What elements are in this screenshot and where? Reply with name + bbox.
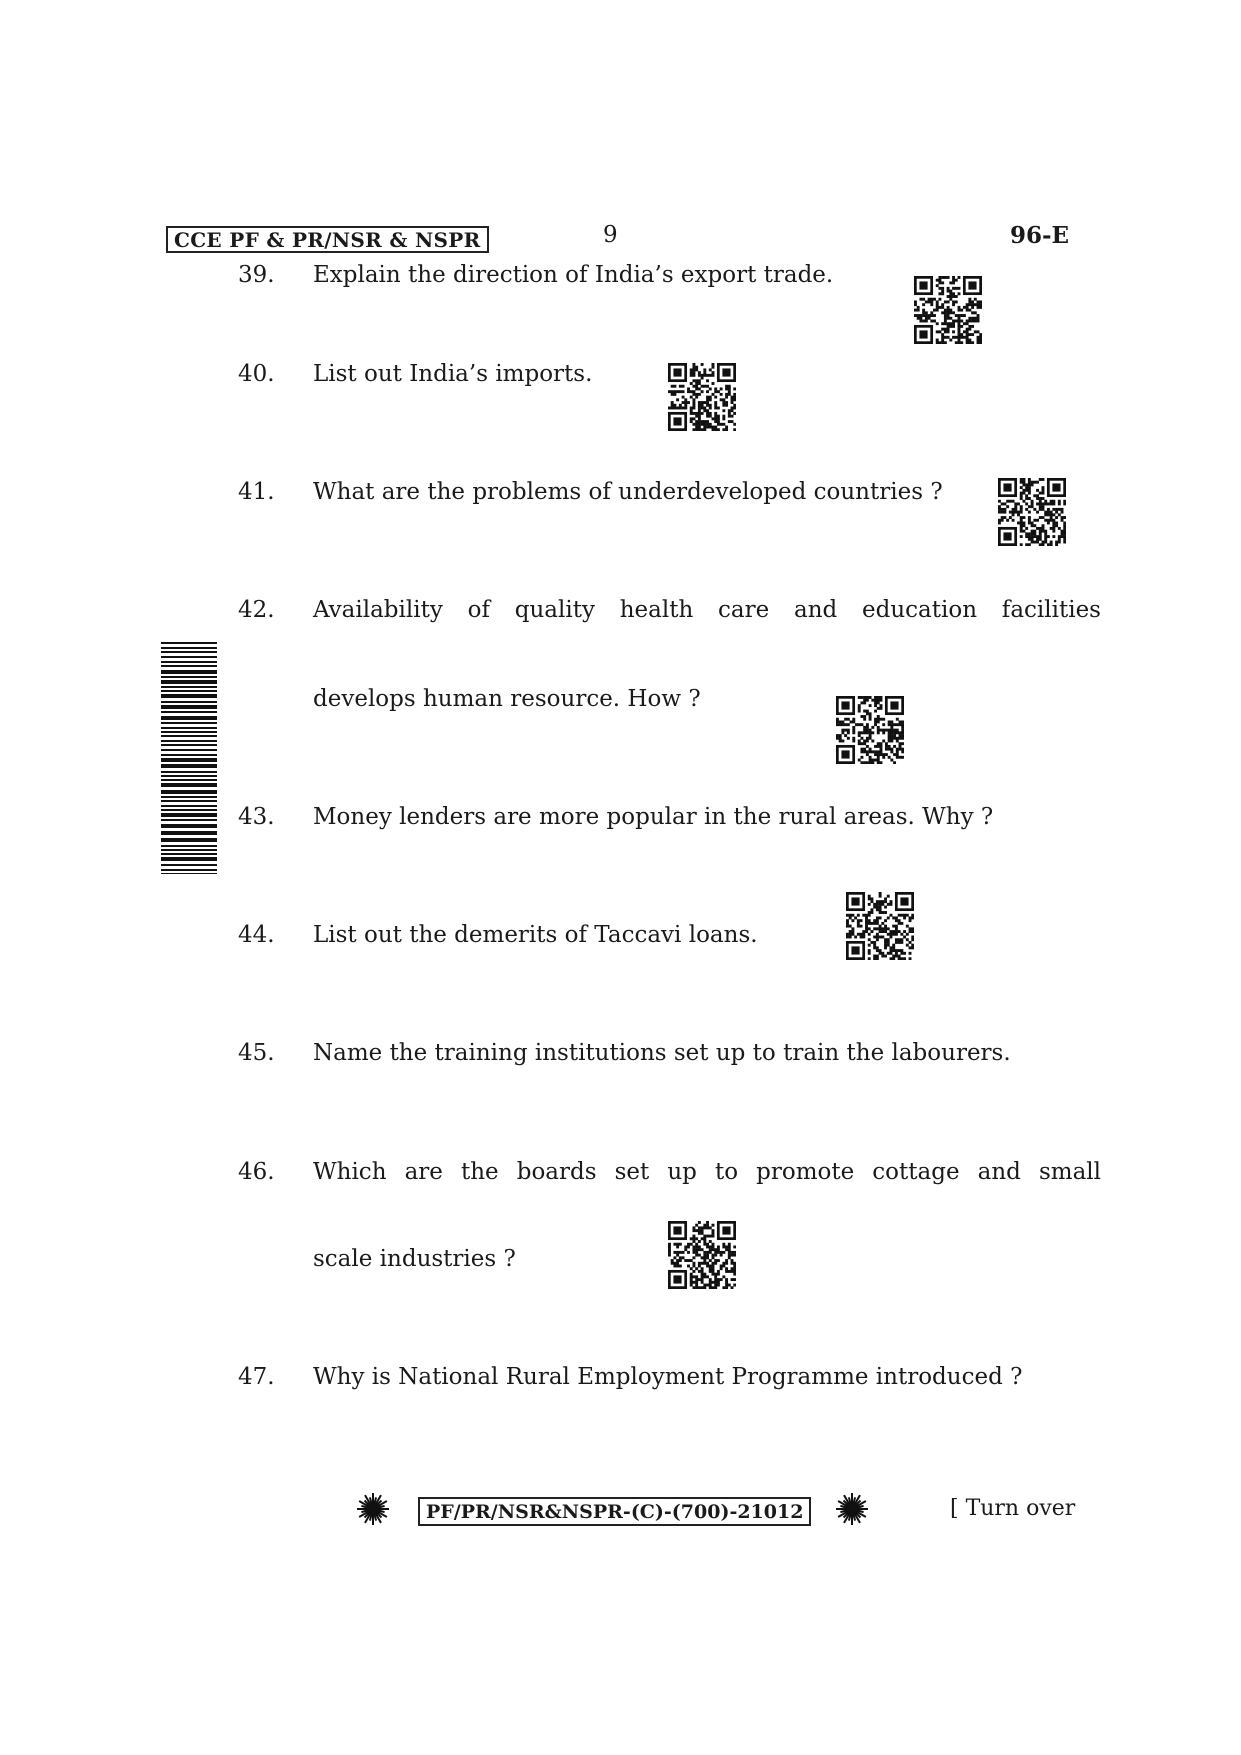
question-text: Explain the direction of India’s export trade.: [313, 262, 834, 288]
qr-code-icon: [668, 1221, 736, 1289]
question-number: 41.: [238, 479, 275, 505]
page-number: 9: [603, 222, 618, 248]
question-number: 46.: [238, 1159, 275, 1185]
barcode-icon: [161, 642, 217, 874]
question-text: List out the demerits of Taccavi loans.: [313, 922, 758, 948]
question-text-line2: scale industries ?: [313, 1246, 516, 1272]
question-number: 47.: [238, 1364, 275, 1390]
exam-code-box: CCE PF & PR/NSR & NSPR: [166, 226, 489, 253]
question-number: 39.: [238, 262, 275, 288]
starburst-icon: [835, 1492, 869, 1526]
qr-code-icon: [914, 276, 982, 344]
question-text-line1: Availability of quality health care and education facilities: [313, 597, 1101, 623]
qr-code-icon: [846, 892, 914, 960]
question-number: 40.: [238, 361, 275, 387]
question-number: 43.: [238, 804, 275, 830]
question-text: List out India’s imports.: [313, 361, 593, 387]
question-text-line2: develops human resource. How ?: [313, 686, 701, 712]
turn-over-label: [ Turn over: [950, 1496, 1076, 1521]
question-text: Why is National Rural Employment Programme introduced ?: [313, 1364, 1023, 1390]
qr-code-icon: [836, 696, 904, 764]
question-text-line1: Which are the boards set up to promote cottage and small: [313, 1159, 1101, 1185]
qr-code-icon: [668, 363, 736, 431]
question-text: What are the problems of underdeveloped countries ?: [313, 479, 943, 505]
question-text: Money lenders are more popular in the rural areas. Why ?: [313, 804, 994, 830]
question-number: 44.: [238, 922, 275, 948]
question-number: 45.: [238, 1040, 275, 1066]
qr-code-icon: [998, 478, 1066, 546]
paper-code: 96-E: [1010, 222, 1070, 249]
question-text: Name the training institutions set up to train the labourers.: [313, 1040, 1011, 1066]
starburst-icon: [356, 1492, 390, 1526]
footer-code-box: PF/PR/NSR&NSPR-(C)-(700)-21012: [418, 1497, 811, 1526]
question-number: 42.: [238, 597, 275, 623]
